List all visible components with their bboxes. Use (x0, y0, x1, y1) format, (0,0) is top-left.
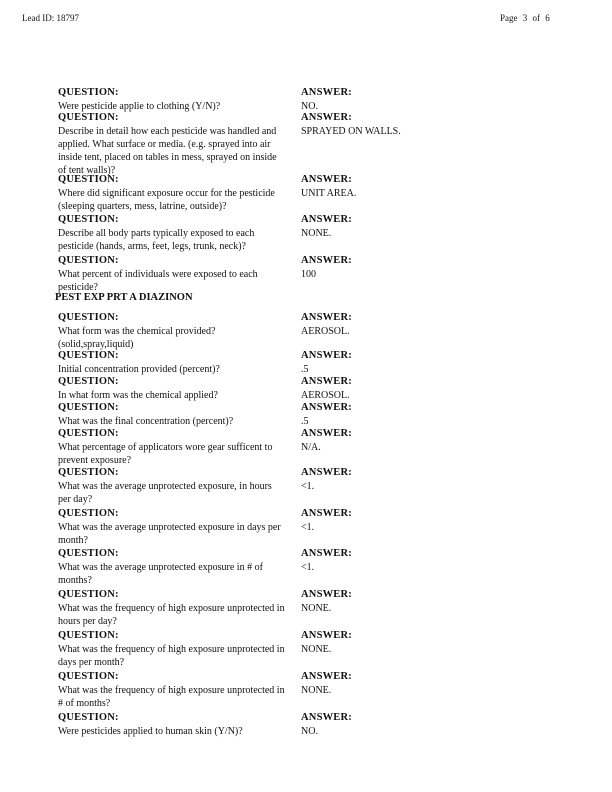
question-text: What form was the chemical provided?(solid,spray,liquid) (58, 326, 216, 350)
section-title: PEST EXP PRT A DIAZINON (55, 292, 193, 303)
question-text: What was the frequency of high exposure unprotected in # of months? (58, 685, 285, 709)
question-block (58, 214, 286, 253)
answer-text: <1. (301, 522, 315, 533)
question-block (58, 87, 286, 113)
question-block (58, 671, 286, 710)
question-label: QUESTION: (58, 671, 119, 682)
answer-text: 100 (301, 269, 316, 280)
question-label: QUESTION: (58, 548, 119, 559)
question-label: QUESTION: (58, 589, 119, 600)
question-block (58, 112, 286, 177)
answer-label: ANSWER: (301, 255, 352, 266)
answer-label: ANSWER: (301, 428, 352, 439)
question-label: QUESTION: (58, 630, 119, 641)
question-text: Were pesticide applie to clothing (Y/N)? (58, 101, 221, 112)
answer-label: ANSWER: (301, 467, 352, 478)
question-text: What was the final concentration (percent)? (58, 416, 234, 427)
question-text: What percent of individuals were exposed to each pesticide? (58, 269, 258, 293)
question-text: Were pesticides applied to human skin (Y/N)? (58, 726, 243, 737)
answer-text: NONE. (301, 228, 332, 239)
answer-block (301, 589, 501, 615)
answer-label: ANSWER: (301, 350, 352, 361)
answer-block (301, 428, 501, 454)
question-label: QUESTION: (58, 174, 119, 185)
question-block (58, 402, 286, 428)
question-text: Describe in detail how each pesticide was handled and applied. What surface or media. (e.g. sprayed into air inside tent, placed on tables in mess, sprayed on inside of tent walls)? (58, 126, 277, 176)
question-label: QUESTION: (58, 255, 119, 266)
question-text: What was the average unprotected exposure in # of months? (58, 562, 263, 586)
question-label: QUESTION: (58, 350, 119, 361)
answer-block (301, 174, 501, 200)
question-label: QUESTION: (58, 712, 119, 723)
question-label: QUESTION: (58, 87, 119, 98)
answer-text: UNIT AREA. (301, 188, 357, 199)
question-label: QUESTION: (58, 402, 119, 413)
question-text: What was the average unprotected exposure in days per month? (58, 522, 281, 546)
question-block (58, 174, 286, 213)
answer-label: ANSWER: (301, 589, 352, 600)
answer-label: ANSWER: (301, 630, 352, 641)
answer-text: .5 (301, 416, 309, 427)
answer-text: SPRAYED ON WALLS. (301, 126, 401, 137)
question-label: QUESTION: (58, 508, 119, 519)
question-label: QUESTION: (58, 467, 119, 478)
answer-block (301, 214, 501, 240)
question-block (58, 350, 286, 376)
answer-block (301, 112, 501, 138)
answer-label: ANSWER: (301, 174, 352, 185)
answer-text: N/A. (301, 442, 321, 453)
question-block (58, 376, 286, 402)
question-text: What percentage of applicators wore gear sufficent to prevent exposure? (58, 442, 273, 466)
question-block (58, 467, 286, 506)
question-label: QUESTION: (58, 112, 119, 123)
answer-text: AEROSOL. (301, 326, 350, 337)
answer-text: AEROSOL. (301, 390, 350, 401)
answer-label: ANSWER: (301, 402, 352, 413)
answer-block (301, 467, 501, 493)
answer-block (301, 350, 501, 376)
question-block (58, 712, 286, 738)
question-text: Initial concentration provided (percent)? (58, 364, 220, 375)
answer-block (301, 630, 501, 656)
answer-text: NO. (301, 726, 318, 737)
answer-block (301, 312, 501, 338)
answer-block (301, 255, 501, 281)
question-text: What was the average unprotected exposure, in hours per day? (58, 481, 272, 505)
question-text: What was the frequency of high exposure unprotected in hours per day? (58, 603, 285, 627)
question-text: What was the frequency of high exposure unprotected in days per month? (58, 644, 285, 668)
answer-text: <1. (301, 562, 315, 573)
question-text: Where did significant exposure occur for the pesticide (sleeping quarters, mess, latrine, outside)? (58, 188, 275, 212)
answer-label: ANSWER: (301, 214, 352, 225)
answer-text: NONE. (301, 603, 332, 614)
question-label: QUESTION: (58, 376, 119, 387)
question-block (58, 589, 286, 628)
page-indicator: Page 3 of 6 (500, 13, 550, 23)
question-label: QUESTION: (58, 214, 119, 225)
answer-label: ANSWER: (301, 312, 352, 323)
answer-text: NONE. (301, 685, 332, 696)
answer-label: ANSWER: (301, 671, 352, 682)
answer-label: ANSWER: (301, 508, 352, 519)
question-label: QUESTION: (58, 428, 119, 439)
question-block (58, 312, 286, 351)
answer-block (301, 671, 501, 697)
question-text: Describe all body parts typically exposed to each pesticide (hands, arms, feet, legs, trunk, neck)? (58, 228, 255, 252)
question-label: QUESTION: (58, 312, 119, 323)
answer-label: ANSWER: (301, 548, 352, 559)
question-text: In what form was the chemical applied? (58, 390, 218, 401)
question-block (58, 255, 286, 294)
lead-id: Lead ID: 18797 (22, 13, 79, 23)
answer-block (301, 376, 501, 402)
answer-block (301, 87, 501, 113)
answer-block (301, 712, 501, 738)
question-block (58, 548, 286, 587)
answer-text: .5 (301, 364, 309, 375)
answer-label: ANSWER: (301, 376, 352, 387)
answer-label: ANSWER: (301, 712, 352, 723)
answer-label: ANSWER: (301, 112, 352, 123)
question-block (58, 630, 286, 669)
question-block (58, 428, 286, 467)
answer-block (301, 508, 501, 534)
answer-block (301, 548, 501, 574)
answer-text: NO. (301, 101, 318, 112)
answer-text: <1. (301, 481, 315, 492)
answer-label: ANSWER: (301, 87, 352, 98)
answer-block (301, 402, 501, 428)
question-block (58, 508, 286, 547)
answer-text: NONE. (301, 644, 332, 655)
